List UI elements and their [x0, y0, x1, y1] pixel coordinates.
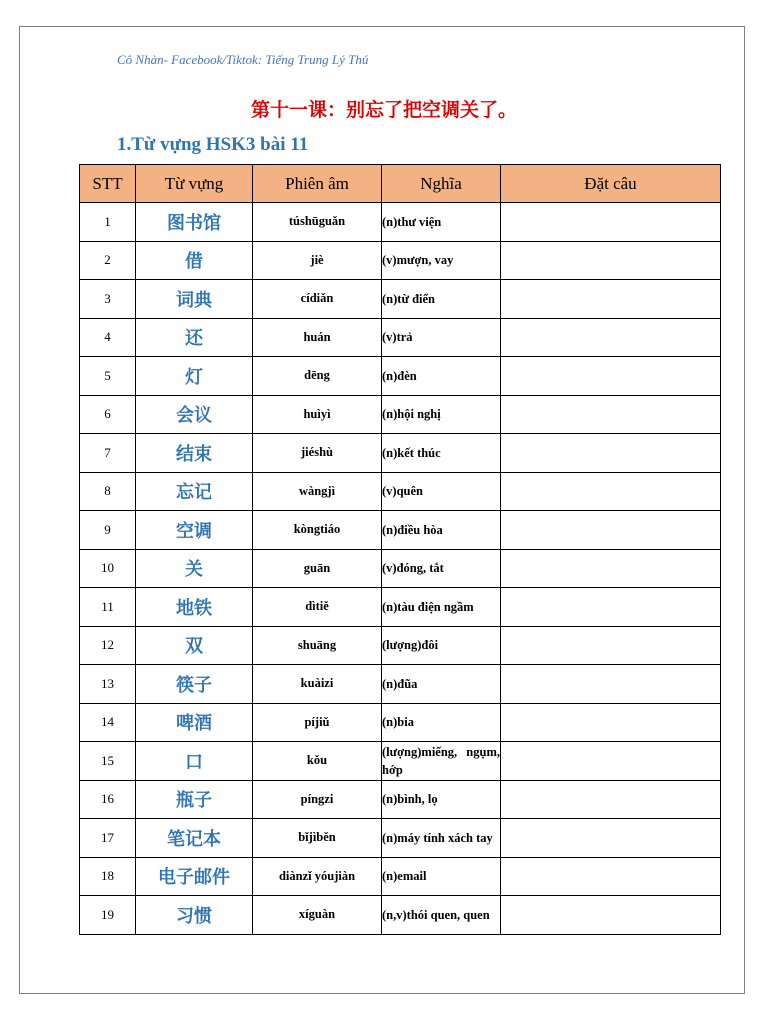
vocab-pinyin: píjiǔ — [253, 703, 382, 742]
vocab-pinyin: jiéshù — [253, 434, 382, 473]
example-sentence-cell — [501, 857, 721, 896]
vocab-pinyin: dēng — [253, 357, 382, 396]
vocab-word: 结束 — [136, 434, 253, 473]
vocab-word: 笔记本 — [136, 819, 253, 858]
row-number: 4 — [80, 318, 136, 357]
row-number: 9 — [80, 511, 136, 550]
row-number: 2 — [80, 241, 136, 280]
vocab-meaning: (v)trả — [382, 318, 501, 357]
vocab-word: 关 — [136, 549, 253, 588]
example-sentence-cell — [501, 357, 721, 396]
table-row — [80, 395, 721, 434]
example-sentence-cell — [501, 434, 721, 473]
table-row — [80, 780, 721, 819]
row-number: 17 — [80, 819, 136, 858]
example-sentence-cell — [501, 318, 721, 357]
vocab-word: 忘记 — [136, 472, 253, 511]
vocab-word: 筷子 — [136, 665, 253, 704]
table-row — [80, 511, 721, 550]
example-sentence-cell — [501, 511, 721, 550]
vocab-word: 借 — [136, 241, 253, 280]
example-sentence-cell — [501, 626, 721, 665]
table-row — [80, 626, 721, 665]
table-row — [80, 280, 721, 319]
table-row — [80, 357, 721, 396]
example-sentence-cell — [501, 472, 721, 511]
header-stt: STT — [80, 165, 136, 203]
example-sentence-cell — [501, 703, 721, 742]
vocab-meaning: (n)đũa — [382, 665, 501, 704]
table-row — [80, 434, 721, 473]
vocab-word: 词典 — [136, 280, 253, 319]
row-number: 19 — [80, 896, 136, 935]
vocab-pinyin: guān — [253, 549, 382, 588]
row-number: 11 — [80, 588, 136, 627]
vocab-word: 图书馆 — [136, 203, 253, 242]
vocab-pinyin: bǐjìběn — [253, 819, 382, 858]
table-row — [80, 742, 721, 781]
section-heading: 1.Từ vựng HSK3 bài 11 — [117, 134, 309, 155]
table-row — [80, 588, 721, 627]
table-header-row — [80, 165, 721, 203]
vocab-pinyin: huán — [253, 318, 382, 357]
vocab-pinyin: diànzǐ yóujiàn — [253, 857, 382, 896]
header-meaning: Nghĩa — [382, 165, 501, 203]
vocab-word: 口 — [136, 742, 253, 781]
row-number: 3 — [80, 280, 136, 319]
vocabulary-table — [79, 164, 721, 935]
table-body — [80, 203, 721, 935]
vocab-pinyin: jiè — [253, 241, 382, 280]
vocab-meaning: (n)hội nghị — [382, 395, 501, 434]
vocab-pinyin: kǒu — [253, 742, 382, 781]
vocab-word: 会议 — [136, 395, 253, 434]
vocab-word: 电子邮件 — [136, 857, 253, 896]
vocab-pinyin: dìtiě — [253, 588, 382, 627]
lesson-title: 第十一课：别忘了把空调关了。 — [250, 99, 517, 121]
vocab-pinyin: cídiǎn — [253, 280, 382, 319]
example-sentence-cell — [501, 549, 721, 588]
vocab-word: 啤酒 — [136, 703, 253, 742]
vocab-meaning: (n)tàu điện ngầm — [382, 588, 501, 627]
row-number: 7 — [80, 434, 136, 473]
example-sentence-cell — [501, 241, 721, 280]
row-number: 6 — [80, 395, 136, 434]
table-row — [80, 819, 721, 858]
vocab-word: 地铁 — [136, 588, 253, 627]
table-row — [80, 549, 721, 588]
vocab-pinyin: shuāng — [253, 626, 382, 665]
vocab-word: 空调 — [136, 511, 253, 550]
row-number: 5 — [80, 357, 136, 396]
vocab-pinyin: píngzi — [253, 780, 382, 819]
row-number: 8 — [80, 472, 136, 511]
row-number: 10 — [80, 549, 136, 588]
row-number: 14 — [80, 703, 136, 742]
example-sentence-cell — [501, 819, 721, 858]
vocab-meaning: (v)quên — [382, 472, 501, 511]
vocab-pinyin: huìyì — [253, 395, 382, 434]
header-sentence: Đặt câu — [501, 165, 721, 203]
vocab-meaning: (n)máy tính xách tay — [382, 819, 501, 858]
row-number: 16 — [80, 780, 136, 819]
vocab-word: 瓶子 — [136, 780, 253, 819]
row-number: 18 — [80, 857, 136, 896]
vocab-meaning: (n)đèn — [382, 357, 501, 396]
example-sentence-cell — [501, 280, 721, 319]
example-sentence-cell — [501, 780, 721, 819]
example-sentence-cell — [501, 896, 721, 935]
vocab-pinyin: kuàizi — [253, 665, 382, 704]
row-number: 1 — [80, 203, 136, 242]
vocab-meaning: (lượng)miếng, ngụm, hớp — [382, 742, 501, 781]
table-row — [80, 896, 721, 935]
row-number: 13 — [80, 665, 136, 704]
vocab-pinyin: xíguàn — [253, 896, 382, 935]
example-sentence-cell — [501, 203, 721, 242]
table-row — [80, 203, 721, 242]
vocab-meaning: (v)mượn, vay — [382, 241, 501, 280]
row-number: 12 — [80, 626, 136, 665]
vocab-pinyin: kòngtiáo — [253, 511, 382, 550]
example-sentence-cell — [501, 742, 721, 781]
table-row — [80, 703, 721, 742]
vocab-word: 还 — [136, 318, 253, 357]
vocab-meaning: (n)điều hòa — [382, 511, 501, 550]
vocab-word: 双 — [136, 626, 253, 665]
vocab-meaning: (n)kết thúc — [382, 434, 501, 473]
table-row — [80, 665, 721, 704]
header-word: Từ vựng — [136, 165, 253, 203]
vocab-meaning: (lượng)đôi — [382, 626, 501, 665]
example-sentence-cell — [501, 588, 721, 627]
vocab-meaning: (n)thư viện — [382, 203, 501, 242]
example-sentence-cell — [501, 665, 721, 704]
vocab-meaning: (n)bình, lọ — [382, 780, 501, 819]
vocab-meaning: (n)từ điển — [382, 280, 501, 319]
vocab-meaning: (n)email — [382, 857, 501, 896]
table-row — [80, 318, 721, 357]
header-note: Cô Nhàn- Facebook/Tiktok: Tiếng Trung Lý Thú — [117, 52, 369, 67]
vocab-meaning: (n,v)thói quen, quen — [382, 896, 501, 935]
vocab-word: 灯 — [136, 357, 253, 396]
table-row — [80, 241, 721, 280]
table-row — [80, 472, 721, 511]
vocab-pinyin: wàngjì — [253, 472, 382, 511]
header-pinyin: Phiên âm — [253, 165, 382, 203]
table-row — [80, 857, 721, 896]
vocab-word: 习惯 — [136, 896, 253, 935]
row-number: 15 — [80, 742, 136, 781]
vocab-pinyin: túshūguǎn — [253, 203, 382, 242]
vocab-meaning: (n)bia — [382, 703, 501, 742]
example-sentence-cell — [501, 395, 721, 434]
vocab-meaning: (v)đóng, tắt — [382, 549, 501, 588]
